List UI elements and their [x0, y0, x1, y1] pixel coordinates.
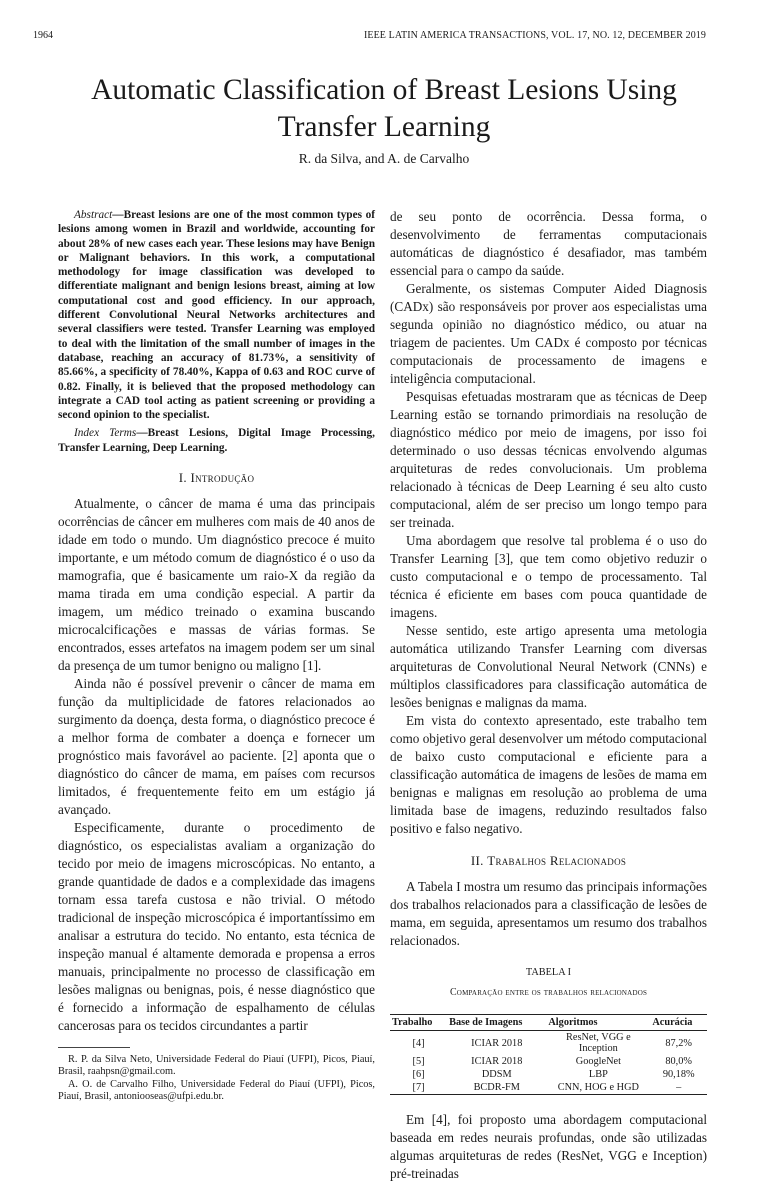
- table-cell: –: [650, 1081, 707, 1095]
- right-column: [390, 208, 707, 1183]
- footnote: R. P. da Silva Neto, Universidade Federal do Piauí (UFPI), Picos, Piauí, Brasil, raahpsn@gmail.com.: [58, 1054, 375, 1078]
- table-cell: 87,2%: [665, 1037, 692, 1049]
- table-header-cell: Algoritmos: [546, 1015, 650, 1031]
- table-cell: ResNet, VGG e Inception: [566, 1032, 631, 1054]
- title-line-2: Transfer Learning: [277, 111, 491, 143]
- table-cell: ICIAR 2018: [471, 1056, 523, 1067]
- paragraph: Uma abordagem que resolve tal problema é o uso do Transfer Learning [3], que tem como objetivo reduzir o custo computacional e o tempo de processamento. Tal técnica é eficiente em bases com pouca quantidade de imagens.: [390, 533, 707, 620]
- table-header-cell: Base de Imagens: [447, 1015, 546, 1031]
- table-subcaption: Comparação entre os trabalhos relacionados: [449, 987, 648, 998]
- section-numeral: I.: [178, 470, 187, 486]
- journal-header: IEEE LATIN AMERICA TRANSACTIONS, VOL. 17, NO. 12, DECEMBER 2019: [363, 30, 706, 41]
- table-header-cell: Acurácia: [650, 1015, 707, 1031]
- table-row: [390, 1068, 707, 1081]
- table-cell: [5]: [412, 1056, 425, 1067]
- footnotes: [58, 1054, 375, 1104]
- table-cell: ICIAR 2018: [471, 1037, 523, 1049]
- paragraph: Especificamente, durante o procedimento de diagnóstico, os especialistas avaliam a organização do tecido por meio de imagens microscópicas. No entanto, a grande quantidade de dados e a complexidade das imagens tornam essa tarefa custosa e não trivial. O método tradicional de inspeção microscópica é importantíssimo em analisar a estrutura do tecido. No entanto, esta técnica de inspeção manual é altamente demorada e propensa a erros manuais, principalmente no processo de classificação em lesões malignas ou benignas, pois, é nesse diagnóstico que é fornecido a informação de espalhamento de células cancerosas para os tecidos circundantes a partir: [58, 820, 375, 1034]
- section-title: Trabalhos Relacionados: [487, 853, 627, 868]
- table-row: [390, 1031, 707, 1056]
- table-header-row: [390, 1015, 707, 1031]
- table-row: [390, 1081, 707, 1095]
- paragraph: Ainda não é possível prevenir o câncer de mama em função da multiplicidade de fatores relacionados ao surgimento da doença, desta forma, o diagnóstico precoce é a melhor forma de combater a doença e fornecer um prognóstico mais favorável ao paciente. [2] aponta que o diagnóstico do câncer de mama, em países com recursos limitados, é frequentemente feito em um estágio já avançado.: [58, 676, 375, 818]
- paragraph: Atualmente, o câncer de mama é uma das principais ocorrências de câncer em mulheres com mais de 40 anos de idade em todo o mundo. Um diagnóstico precoce é muito importante, e um método comum de diagnóstico é o uso da mamografia, que é basicamente um raio-X da região da mama tirada em uma condição especial. A partir da imagem, um médico treinado o examina buscando microcalcificações e massas de várias formas. Se encontrados, esses artefatos na imagem podem ser um sinal da presença de um tumor benigno ou maligno [1].: [58, 496, 375, 674]
- table-header-cell: Trabalho: [390, 1015, 447, 1031]
- table-cell: 80,0%: [665, 1056, 692, 1067]
- footnote: A. O. de Carvalho Filho, Universidade Federal do Piauí (UFPI), Picos, Piauí, Brasil, antoniooseas@ufpi.edu.br.: [58, 1078, 375, 1103]
- table-cell: BCDR-FM: [447, 1081, 546, 1095]
- paragraph: Pesquisas efetuadas mostraram que as técnicas de Deep Learning estão se tornando primordiais na resolução de diagnóstico médico por meio de imagens, por isso foi determinado o uso dessas técnicas envolvendo algumas arquiteturas de redes convolucionais. Um problema relacionado à técnicas de Deep Learning é seu alto custo computacional, além de ser preciso um longo tempo para ser treinada.: [390, 389, 707, 530]
- paragraph: Em vista do contexto apresentado, este trabalho tem como objetivo geral desenvolver um método computacional de baixo custo computacional e eficiente para a classificação automática de imagens de lesões de mama em benignas e malignas em resolução ao problema de uma limitada base de imagens, reduzindo resultados falso positivo e falso negativo.: [390, 713, 707, 836]
- table-cell: LBP: [588, 1069, 608, 1080]
- table-cell: CNN, HOG e HGD: [546, 1081, 650, 1095]
- paragraph: de seu ponto de ocorrência. Dessa forma, o desenvolvimento de ferramentas computacionais automáticas de diagnóstico é desafiador, mas também essencial para o campo da saúde.: [390, 209, 707, 278]
- paper-title: [0, 72, 768, 146]
- paragraph: Nesse sentido, este artigo apresenta uma metologia automática utilizando Transfer Learning com diversas arquiteturas de Convolutional Neural Network (CNNs) e múltiplos classificadores para classificação automática de lesões benignas e malignas da mama.: [390, 623, 707, 710]
- index-terms: [58, 426, 375, 455]
- title-line-1: Automatic Classification of Breast Lesions Using: [91, 74, 677, 106]
- abstract: [58, 208, 375, 422]
- section-heading-related-work: [390, 852, 707, 870]
- abstract-text: —Breast lesions are one of the most common types of lesions among women in Brazil and worldwide, accounting for about 28% of new cases each year. These lesions may have Benign or Malignant behaviors. In this work, a computational methodology for image classification was developed to differentiate malignant and benign lesions breast, aiming at low computational cost and good efficiency. In our approach, different Convolutional Neural Networks architectures and several classifiers were tested. Transfer Learning was employed to deal with the limitation of the small number of images in the database, reaching an accuracy of 81.73%, a sensitivity of 85.66%, a specificity of 78.40%, Kappa of 0.63 and ROC curve of 0.82. Finally, it is believed that the proposed methodology can integrate a CAD tool acting as patient screening or providing a second opinion to the specialist.: [58, 209, 375, 422]
- table-row: [390, 1055, 707, 1068]
- abstract-label: Abstract: [74, 209, 113, 221]
- table-cell: [7]: [390, 1081, 447, 1095]
- table-cell: DDSM: [481, 1069, 512, 1080]
- table-cell: [4]: [412, 1037, 425, 1049]
- section-heading-introduction: [58, 469, 375, 487]
- section-numeral: II.: [470, 853, 484, 868]
- index-terms-text: —Breast Lesions, Digital Image Processing, Transfer Learning, Deep Learning.: [58, 427, 376, 454]
- paragraph: A Tabela I mostra um resumo das principais informações dos trabalhos relacionados para a classificação de lesões de mama, em seguida, apresentamos um resumo dos trabalhos relacionados.: [390, 879, 707, 948]
- footnote-rule: [58, 1047, 130, 1048]
- index-terms-label: Index Terms: [74, 427, 137, 440]
- table-cell: 90,18%: [662, 1069, 695, 1080]
- authors: R. da Silva, and A. de Carvalho: [298, 151, 470, 166]
- table-cell: [6]: [412, 1069, 425, 1080]
- table-cell: GoogleNet: [575, 1056, 621, 1067]
- paragraph: Geralmente, os sistemas Computer Aided Diagnosis (CADx) são responsáveis por prover aos especialistas uma segunda opinião no diagnóstico médico, ou atuar na triagem de pacientes. Um CADx é composto por técnicas computacionais de processamento de imagens e inteligência computacional.: [390, 281, 707, 386]
- left-column: [58, 208, 375, 1104]
- section-title: Introdução: [190, 470, 255, 486]
- comparison-table: [390, 1014, 707, 1095]
- paragraph: Em [4], foi proposto uma abordagem computacional baseada em redes neurais profundas, onde são utilizadas algumas arquiteturas de redes (ResNet, VGG e Inception) pré-treinadas: [390, 1112, 707, 1181]
- table-caption: TABELA I: [525, 967, 572, 978]
- page-number: 1964: [33, 30, 53, 41]
